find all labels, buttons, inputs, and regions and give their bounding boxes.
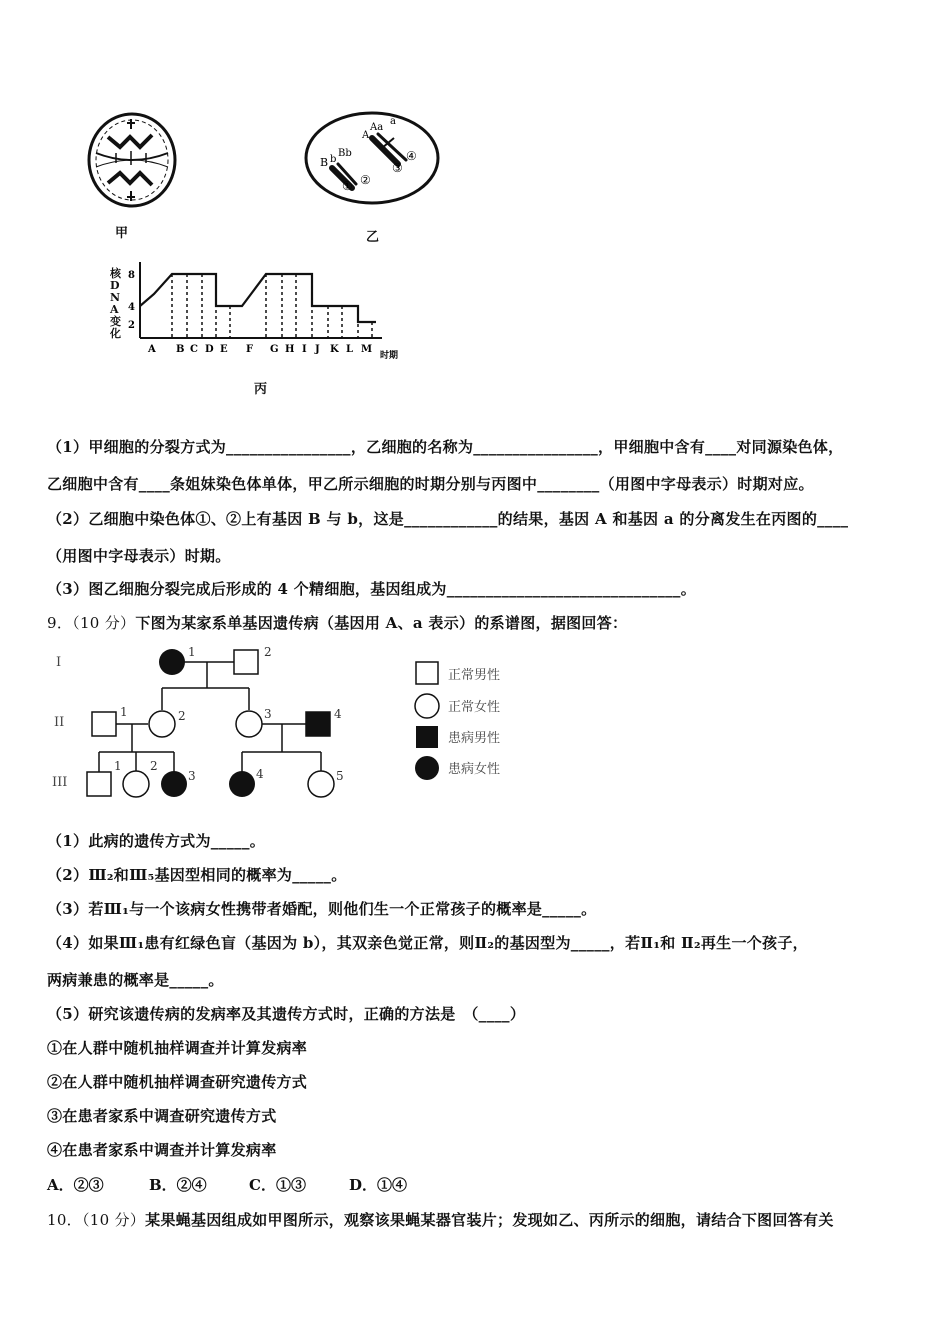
yi-gene-A: A	[362, 130, 370, 141]
figure-yi-label: 乙	[366, 230, 380, 245]
legend-normal-male-icon	[416, 662, 438, 684]
pedigree-chart	[44, 640, 374, 810]
q9-sub3: （3）若Ⅲ₁与一个该病女性携带者婚配，则他们生一个正常孩子的概率是_____。	[47, 900, 597, 918]
III-1-normal-male	[87, 772, 111, 796]
xtick-L: L	[346, 344, 354, 355]
xtick-K: K	[330, 344, 339, 355]
gen-III: III	[52, 775, 68, 790]
q9-sub2: （2）Ⅲ₂和Ⅲ₅基因型相同的概率为_____。	[47, 866, 347, 884]
figure-jia-label: 甲	[115, 226, 129, 241]
III-3-affected-female	[161, 771, 187, 797]
figure-bing-label: 丙	[254, 382, 268, 397]
legend-affected-male: 患病男性	[448, 731, 501, 746]
num-I-2: 2	[264, 645, 272, 659]
yi-chromosome-2: ②	[360, 173, 371, 187]
yi-chromosome-3: ③	[392, 161, 403, 175]
q9-sub1: （1）此病的遗传方式为_____。	[47, 832, 266, 850]
xtick-M: M	[361, 344, 373, 355]
q8-part1-line2: 乙细胞中含有____条姐妹染色体单体，甲乙所示细胞的时期分别与丙图中________（用图中字母表示）时期对应。	[47, 475, 814, 493]
xtick-B: B	[176, 344, 185, 355]
yi-gene-Aa: Aa	[370, 122, 384, 133]
q8-part1-line1: （1）甲细胞的分裂方式为________________，乙细胞的名称为________________，甲细胞中含有____对同源染色体，	[47, 438, 844, 456]
yi-chromosome-4: ④	[406, 149, 417, 163]
graph-xlabel: 时期	[380, 351, 399, 361]
q9-option-2: ②在人群中随机抽样调查研究遗传方式	[47, 1073, 308, 1091]
num-II-1: 1	[120, 705, 128, 719]
xtick-F: F	[246, 344, 254, 355]
figure-jia-cell	[82, 105, 182, 215]
yi-gene-b: b	[330, 154, 337, 165]
num-III-2: 2	[150, 759, 158, 773]
pedigree-legend	[408, 656, 538, 786]
num-III-4: 4	[256, 767, 264, 781]
q9-sub4-line1: （4）如果Ⅲ₁患有红绿色盲（基因为 b），其双亲色觉正常，则Ⅱ₂的基因型为_____，若Ⅱ₁和 Ⅱ₂再生一个孩子，	[47, 934, 808, 952]
figure-yi-cell	[302, 108, 442, 208]
xtick-C: C	[190, 344, 198, 355]
xtick-G: G	[270, 344, 279, 355]
q10-score: （10 分）	[82, 1211, 146, 1229]
II-2-normal-female	[149, 711, 175, 737]
q10-stem	[47, 1209, 834, 1230]
choice-C[interactable]: C．①③	[249, 1176, 306, 1194]
num-I-1: 1	[188, 645, 196, 659]
ytick-2: 2	[128, 320, 135, 331]
q9-choices	[47, 1174, 407, 1195]
yi-gene-Bb: Bb	[338, 148, 352, 159]
q9-option-1: ①在人群中随机抽样调查并计算发病率	[47, 1039, 308, 1057]
III-2-normal-female	[123, 771, 149, 797]
III-5-normal-female	[308, 771, 334, 797]
q9-number: 9．	[47, 614, 73, 632]
yi-gene-a: a	[390, 116, 396, 127]
num-III-1: 1	[114, 759, 122, 773]
num-II-4: 4	[334, 707, 342, 721]
gen-II: II	[54, 715, 65, 730]
II-1-normal-male	[92, 712, 116, 736]
q8-part2-line1: （2）乙细胞中染色体①、②上有基因 B 与 b，这是____________的结果，基因 A 和基因 a 的分离发生在丙图的____	[47, 510, 849, 528]
legend-normal-female-icon	[415, 694, 439, 718]
q9-stem	[47, 612, 627, 633]
num-II-2: 2	[178, 709, 186, 723]
yi-gene-B: B	[320, 156, 329, 169]
num-III-5: 5	[336, 769, 344, 783]
xtick-D: D	[205, 344, 214, 355]
xtick-E: E	[220, 344, 228, 355]
ytick-4: 4	[128, 302, 135, 313]
num-III-3: 3	[188, 769, 196, 783]
figure-bing-graph	[124, 258, 414, 368]
yi-chromosome-1: ①	[342, 179, 353, 193]
q8-part3: （3）图乙细胞分裂完成后形成的 4 个精细胞，基因组成为______________________________。	[47, 580, 697, 598]
q9-sub4-line2: 两病兼患的概率是_____。	[47, 971, 224, 989]
III-4-affected-female	[229, 771, 255, 797]
graph-ylabel: 核DNA变化	[110, 267, 121, 340]
choice-A[interactable]: A．②③	[47, 1176, 104, 1194]
legend-affected-male-icon	[416, 726, 438, 748]
xtick-A: A	[148, 344, 156, 355]
I-2-normal-male	[234, 650, 258, 674]
gen-I: I	[56, 655, 62, 670]
q9-option-3: ③在患者家系中调查研究遗传方式	[47, 1107, 277, 1125]
II-3-normal-female	[236, 711, 262, 737]
legend-normal-female: 正常女性	[448, 700, 501, 715]
num-II-3: 3	[264, 707, 272, 721]
I-1-affected-female	[159, 649, 185, 675]
q9-score: （10 分）	[72, 614, 136, 632]
choice-B[interactable]: B．②④	[149, 1176, 207, 1194]
legend-affected-female: 患病女性	[448, 762, 501, 777]
legend-affected-female-icon	[415, 756, 439, 780]
q10-stem-text: 某果蝇基因组成如甲图所示，观察该果蝇某器官装片；发现如乙、丙所示的细胞，请结合下图回答有关	[145, 1211, 834, 1229]
q9-stem-text: 下图为某家系单基因遗传病（基因用 A、a 表示）的系谱图，据图回答：	[135, 614, 628, 632]
q8-part2-line2: （用图中字母表示）时期。	[47, 547, 231, 565]
q9-sub5: （5）研究该遗传病的发病率及其遗传方式时，正确的方法是 （____）	[47, 1005, 526, 1023]
q10-number: 10．	[47, 1211, 82, 1229]
legend-normal-male: 正常男性	[448, 668, 501, 683]
II-4-affected-male	[306, 712, 330, 736]
xtick-H: H	[285, 344, 295, 355]
choice-D[interactable]: D．①④	[349, 1176, 408, 1194]
xtick-J: J	[315, 344, 320, 355]
q9-option-4: ④在患者家系中调查并计算发病率	[47, 1141, 277, 1159]
xtick-I: I	[302, 344, 307, 355]
ytick-8: 8	[128, 270, 135, 281]
